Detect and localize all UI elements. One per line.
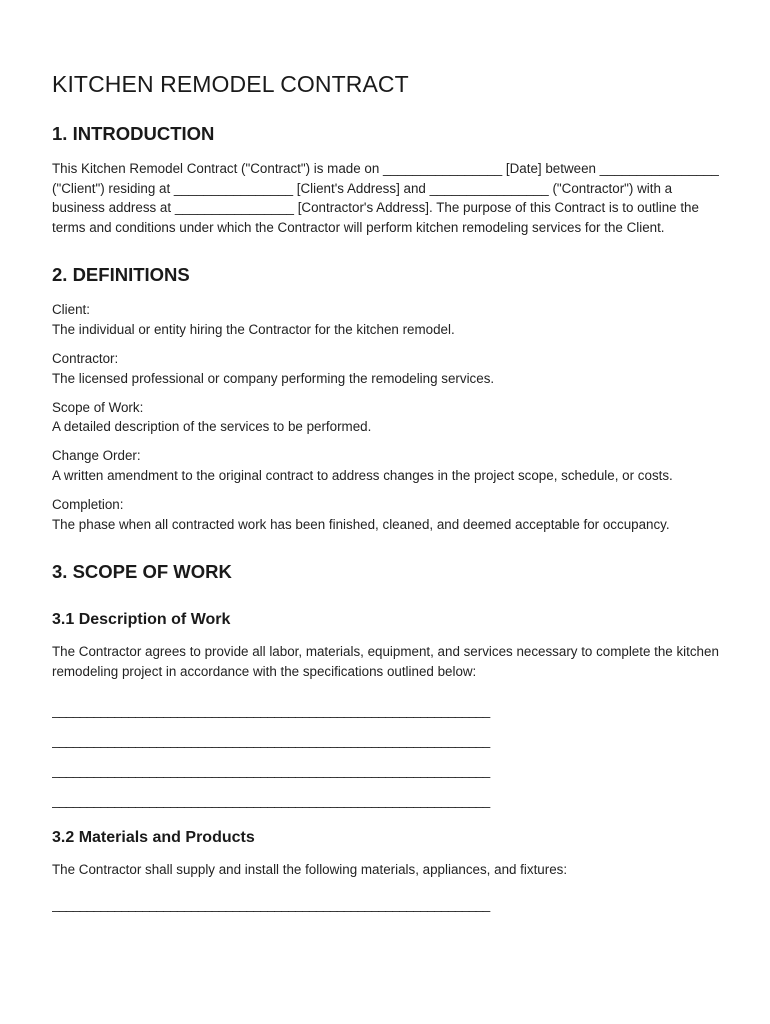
- definition-item-client: [52, 300, 722, 339]
- fill-in-line[interactable]: _______________________________________________________________: [52, 792, 490, 808]
- definition-description: The phase when all contracted work has been finished, cleaned, and deemed acceptable for occupancy.: [52, 516, 670, 532]
- contract-page: [52, 66, 722, 920]
- materials-fill-lines: [52, 890, 722, 920]
- definition-item-completion: [52, 495, 722, 534]
- description-of-work-paragraph: The Contractor agrees to provide all labor, materials, equipment, and services necessary to complete the kitchen remodeling project in accordance with the specifications outlined below:: [52, 644, 719, 679]
- definition-description: The individual or entity hiring the Contractor for the kitchen remodel.: [52, 321, 455, 337]
- subsection-heading-materials-and-products: 3.2 Materials and Products: [52, 828, 255, 846]
- document-title: KITCHEN REMODEL CONTRACT: [52, 71, 409, 97]
- definition-description: The licensed professional or company performing the remodeling services.: [52, 370, 495, 386]
- fill-in-line[interactable]: _______________________________________________________________: [52, 897, 490, 913]
- definition-item-contractor: [52, 349, 722, 388]
- definitions-list: [52, 300, 722, 534]
- section-heading-introduction: 1. INTRODUCTION: [52, 123, 215, 144]
- fill-in-line[interactable]: _______________________________________________________________: [52, 702, 490, 718]
- introduction-paragraph: This Kitchen Remodel Contract ("Contract") is made on ________________ [Date] between ________________ ("Client") residing at ________________ [Client's Address] and ________________ ("Contractor") with a business address at ________________ [Contractor's Address]. The purpose of this Contract is to outline the terms and conditions under which the Contractor will perform kitchen remodeling services for the Client.: [52, 161, 719, 235]
- definition-term: Change Order:: [52, 448, 141, 464]
- definition-term: Client:: [52, 302, 90, 318]
- section-heading-scope-of-work: 3. SCOPE OF WORK: [52, 561, 232, 583]
- fill-in-line[interactable]: _______________________________________________________________: [52, 732, 490, 748]
- definition-item-scope-of-work: [52, 398, 722, 437]
- fill-in-line[interactable]: _______________________________________________________________: [52, 762, 490, 778]
- definition-term: Completion:: [52, 497, 124, 513]
- definition-term: Contractor:: [52, 351, 119, 367]
- definition-description: A detailed description of the services to be performed.: [52, 419, 372, 435]
- section-heading-definitions: 2. DEFINITIONS: [52, 264, 190, 286]
- definition-description: A written amendment to the original contract to address changes in the project scope, schedule, or costs.: [52, 468, 673, 484]
- definition-item-change-order: [52, 446, 722, 485]
- description-of-work-fill-lines: [52, 696, 722, 816]
- definition-term: Scope of Work:: [52, 399, 144, 415]
- subsection-heading-description-of-work: 3.1 Description of Work: [52, 611, 231, 629]
- materials-and-products-paragraph: The Contractor shall supply and install the following materials, appliances, and fixtures:: [52, 861, 568, 877]
